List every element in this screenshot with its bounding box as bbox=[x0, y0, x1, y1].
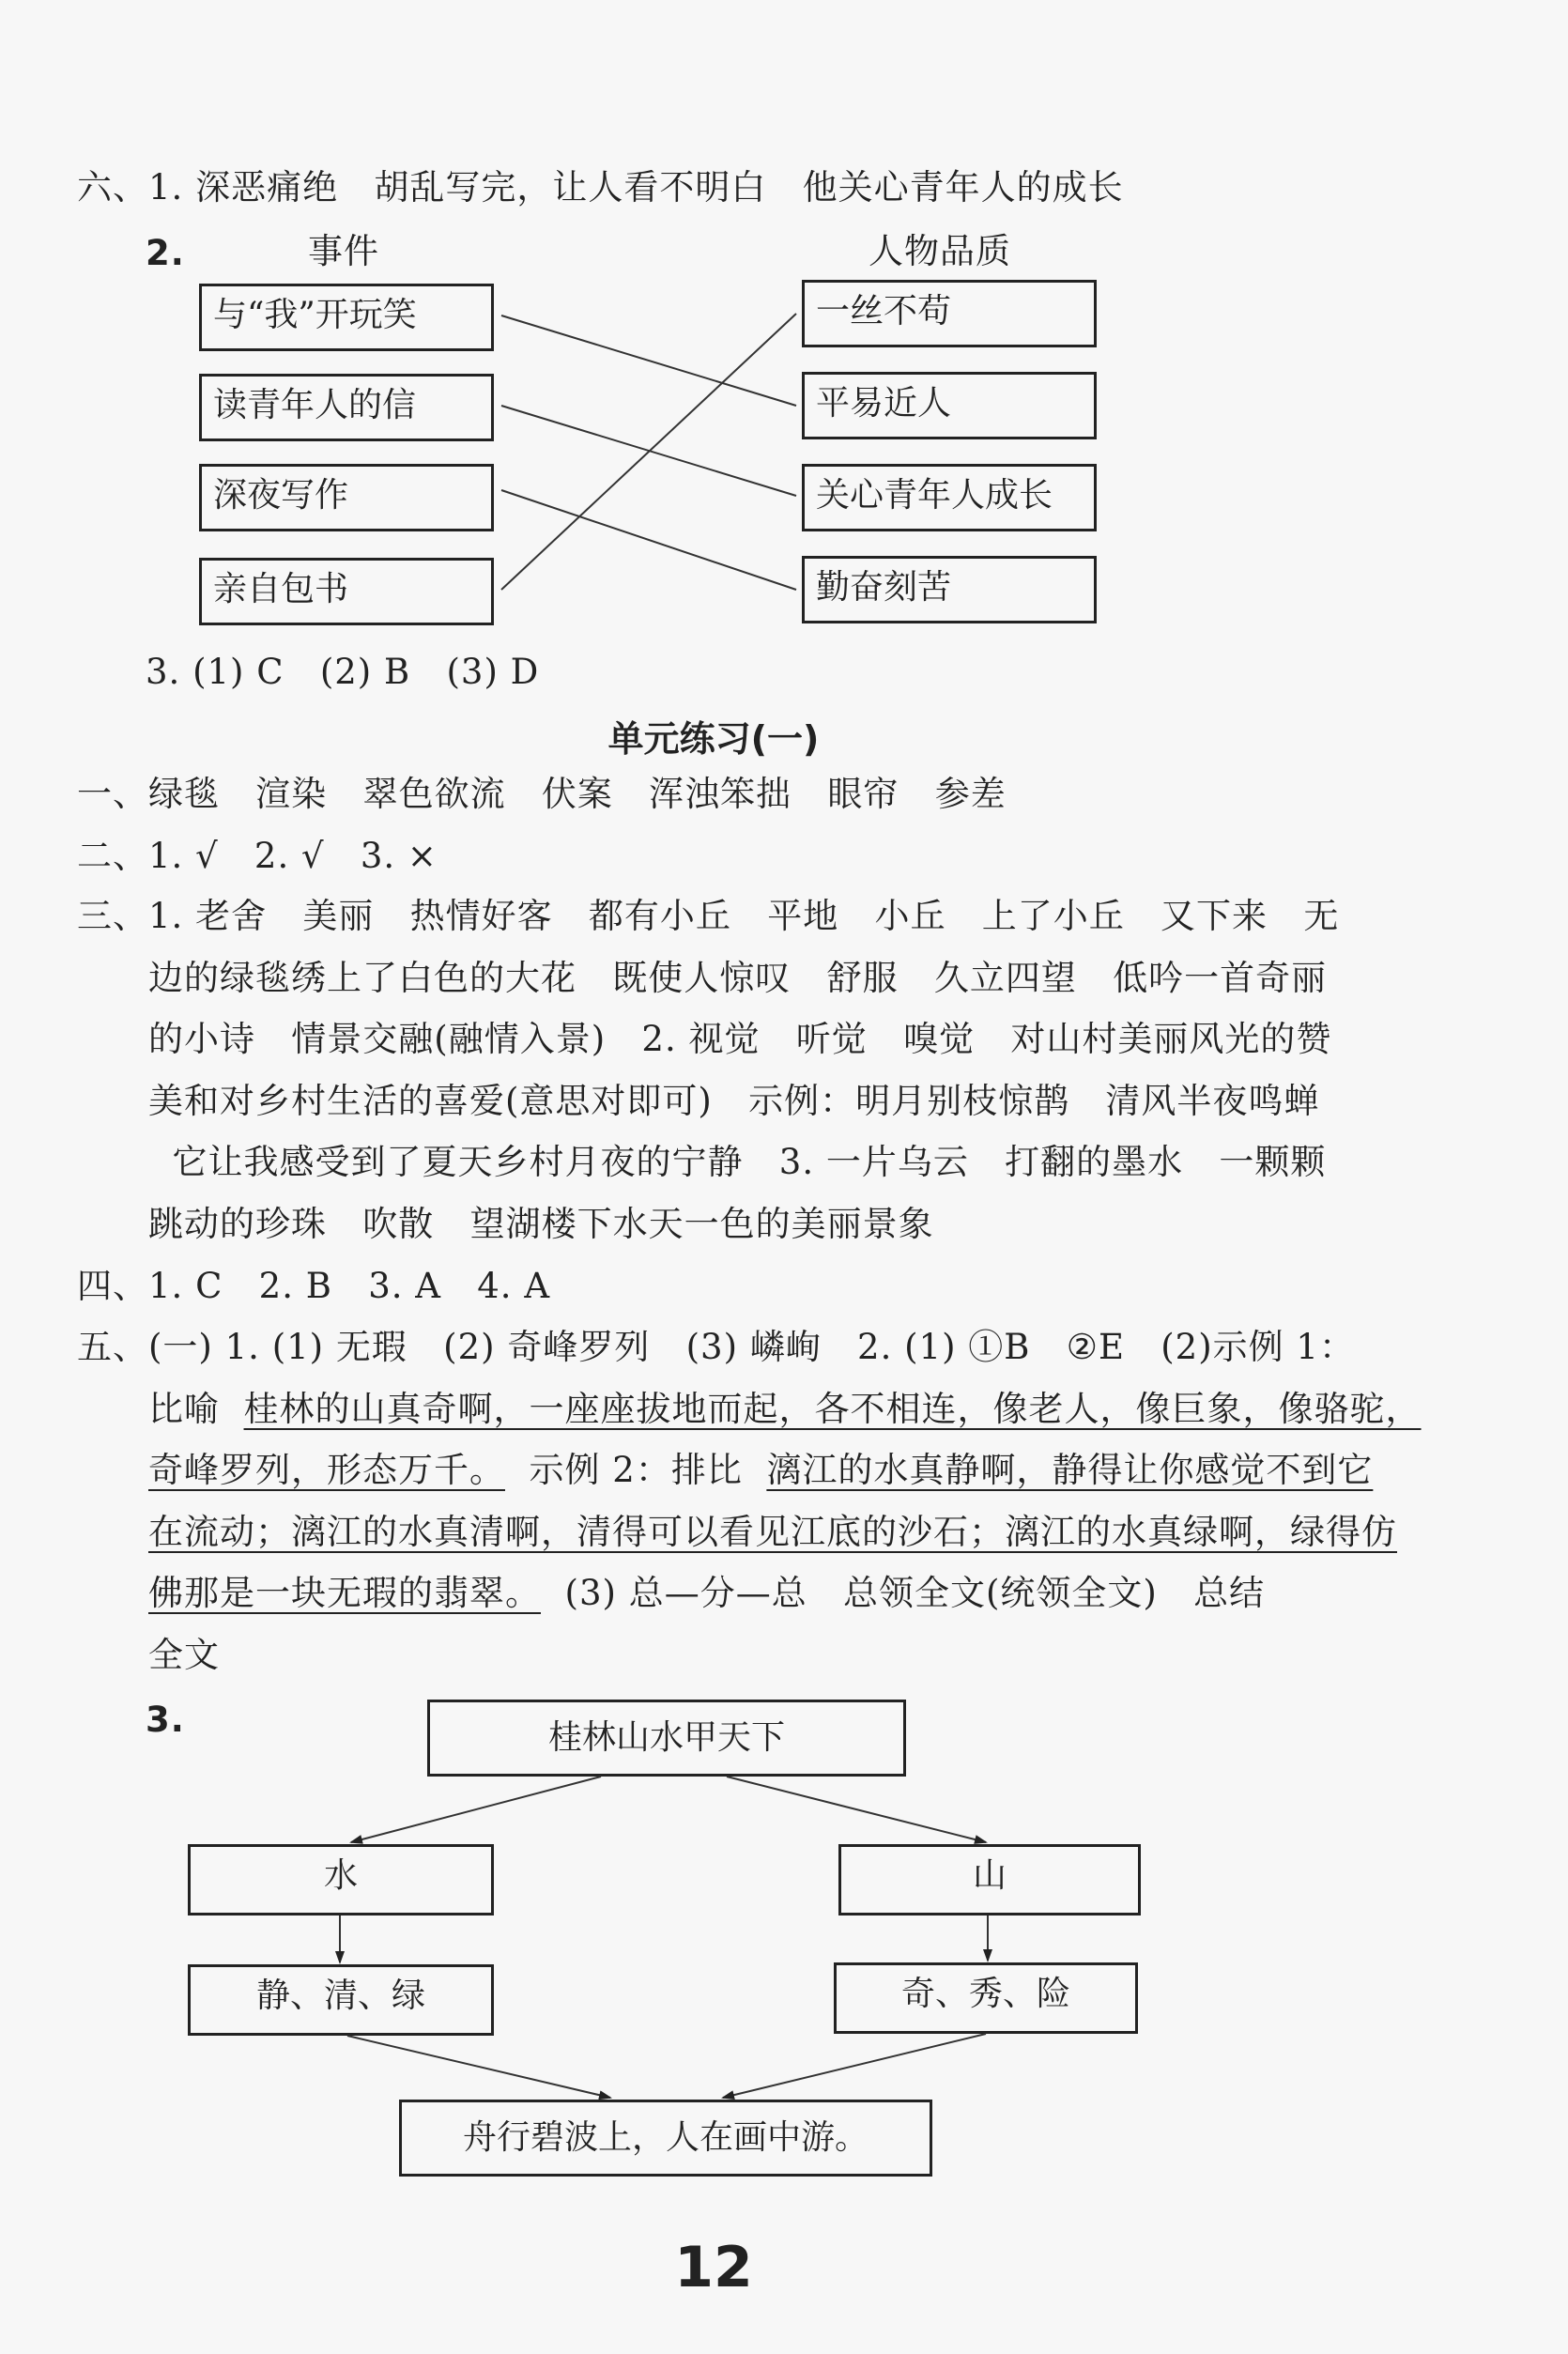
diagram-bottom-box: 舟行碧波上，人在画中游。 bbox=[399, 2100, 932, 2177]
metaphor-example: 桂林的山真奇啊，一座座拔地而起，各不相连，像老人，像巨象，像骆驼， bbox=[243, 1389, 1422, 1429]
page-number: 12 bbox=[674, 2235, 753, 2300]
section-3-line2: 边的绿毯绣上了白色的大花 既使人惊叹 舒服 久立四望 低吟一首奇丽 bbox=[148, 958, 1328, 998]
diagram-water-box: 水 bbox=[188, 1844, 494, 1916]
section-3-line1: 三、1. 老舍 美丽 热情好客 都有小丘 平地 小丘 上了小丘 又下来 无 bbox=[77, 896, 1340, 936]
section-5-line6: 全文 bbox=[148, 1635, 220, 1675]
parallelism-example: 漓江的水真静啊，静得让你感觉不到它 bbox=[766, 1450, 1374, 1490]
section-3-line3: 的小诗 情景交融(融情入景) 2. 视觉 听觉 嗅觉 对山村美丽风光的赞 bbox=[148, 1019, 1332, 1059]
quality-box-3: 关心青年人成长 bbox=[802, 464, 1097, 531]
parallelism-label: 示例 2：排比 bbox=[505, 1450, 767, 1490]
event-box-3: 深夜写作 bbox=[199, 464, 494, 531]
metaphor-example-end: 奇峰罗列，形态万千。 bbox=[148, 1450, 505, 1490]
section-5-line3 bbox=[148, 1448, 1373, 1493]
quality-box-4: 勤奋刻苦 bbox=[802, 556, 1097, 623]
section-5-line4: 在流动；漓江的水真清啊，清得可以看见江底的沙石；漓江的水真绿啊，绿得仿 bbox=[148, 1512, 1397, 1552]
column-header-event: 事件 bbox=[308, 231, 379, 271]
structure-answer: (3) 总—分—总 总领全文(统领全文) 总结 bbox=[541, 1573, 1266, 1613]
section-3-line5: 它让我感受到了夏天乡村月夜的宁静 3. 一片乌云 打翻的墨水 一颗颗 bbox=[148, 1142, 1327, 1182]
section-3-line4: 美和对乡村生活的喜爱(意思对即可) 示例：明月别枝惊鹊 清风半夜鸣蝉 bbox=[148, 1081, 1320, 1121]
column-header-quality: 人物品质 bbox=[869, 231, 1011, 271]
event-box-1: 与“我”开玩笑 bbox=[199, 284, 494, 351]
diagram-mountain-traits-box: 奇、秀、险 bbox=[834, 1962, 1138, 2034]
diagram-top-box: 桂林山水甲天下 bbox=[427, 1700, 906, 1777]
event-box-4: 亲自包书 bbox=[199, 558, 494, 625]
quality-box-2: 平易近人 bbox=[802, 372, 1097, 439]
parallelism-example-end: 佛那是一块无瑕的翡翠。 bbox=[148, 1573, 541, 1613]
section-4: 四、1. C 2. B 3. A 4. A bbox=[77, 1266, 551, 1306]
diagram-mountain-box: 山 bbox=[838, 1844, 1141, 1916]
q6-line1: 六、1. 深恶痛绝 胡乱写完，让人看不明白 他关心青年人的成长 bbox=[77, 167, 1124, 208]
section-5-item3-number: 3. bbox=[146, 1700, 185, 1740]
section-2: 二、1. √ 2. √ 3. × bbox=[77, 836, 438, 876]
event-box-2: 读青年人的信 bbox=[199, 374, 494, 441]
quality-box-1: 一丝不苟 bbox=[802, 280, 1097, 347]
section-3-line6: 跳动的珍珠 吹散 望湖楼下水天一色的美丽景象 bbox=[148, 1204, 934, 1244]
unit-title: 单元练习(一) bbox=[607, 718, 820, 760]
q6-item2-number: 2. bbox=[146, 233, 185, 273]
metaphor-label: 比喻 bbox=[148, 1389, 244, 1429]
section-5-line1: 五、(一) 1. (1) 无瑕 (2) 奇峰罗列 (3) 嶙峋 2. (1) ①B ②E (2)示例 1： bbox=[77, 1327, 1355, 1367]
section-1: 一、绿毯 渲染 翠色欲流 伏案 浑浊笨拙 眼帘 参差 bbox=[77, 774, 1007, 814]
q6-line3: 3. (1) C (2) B (3) D bbox=[146, 652, 540, 692]
diagram-water-traits-box: 静、清、绿 bbox=[188, 1964, 494, 2036]
section-5-line5 bbox=[148, 1571, 1265, 1616]
section-5-line2 bbox=[148, 1387, 1422, 1432]
